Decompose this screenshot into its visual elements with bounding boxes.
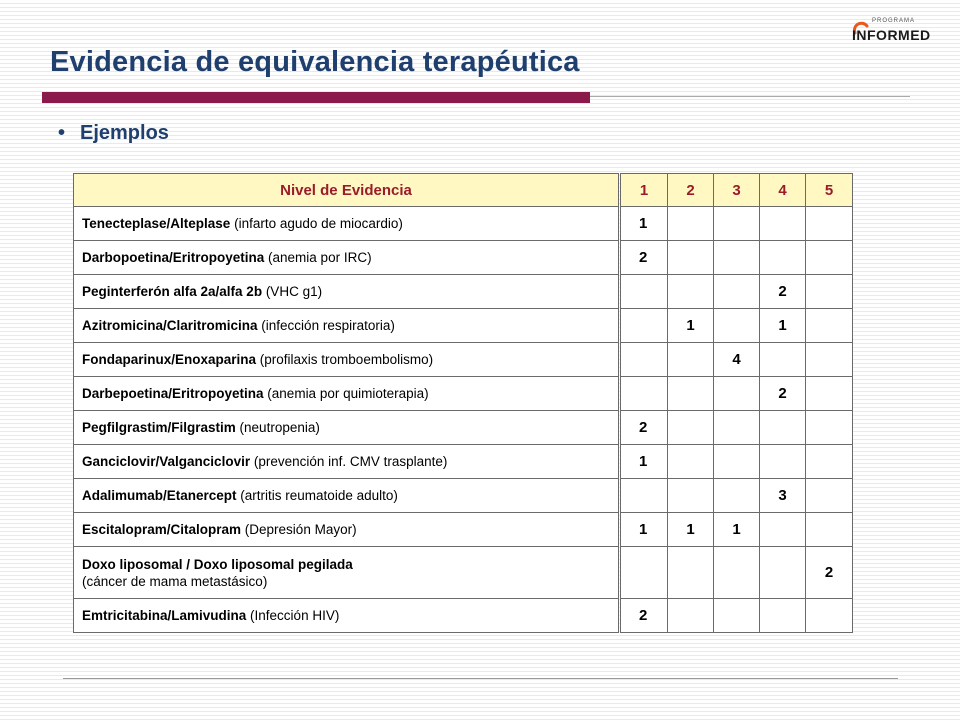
- footer-rule: [63, 678, 898, 679]
- level-count-cell: [806, 275, 853, 309]
- drug-pair-name: Tenecteplase/Alteplase: [82, 216, 231, 231]
- level-count-cell: 1: [621, 207, 668, 241]
- level-count-cell: [760, 207, 806, 241]
- drug-pair-name: Darbopoetina/Eritropoyetina: [82, 250, 265, 265]
- level-count-cell: [621, 309, 668, 343]
- level-count-cell: [714, 411, 760, 445]
- drug-pair-cell: [74, 377, 619, 411]
- table-row: [74, 599, 619, 633]
- evidence-level-header: Nivel de Evidencia: [74, 174, 619, 207]
- level-count-cell: [668, 445, 714, 479]
- drug-pair-name: Peginterferón alfa 2a/alfa 2b: [82, 284, 263, 299]
- level-count-cell: [668, 599, 714, 633]
- informed-logo: [852, 18, 932, 44]
- level-count-cell: [806, 411, 853, 445]
- level-header-2: 2: [668, 174, 714, 207]
- level-count-cell: [621, 377, 668, 411]
- table-row: [621, 207, 853, 241]
- level-count-cell: [714, 241, 760, 275]
- drug-pair-name: Ganciclovir/Valganciclovir: [82, 454, 251, 469]
- level-count-cell: [668, 343, 714, 377]
- level-count-cell: [714, 547, 760, 599]
- logo-name-text: INFORMED: [852, 27, 931, 43]
- drug-pair-name: Adalimumab/Etanercept: [82, 488, 237, 503]
- level-count-cell: [621, 547, 668, 599]
- table-row: [74, 309, 619, 343]
- slide-title: Evidencia de equivalencia terapéutica: [50, 46, 580, 78]
- logo-program-text: PROGRAMA: [872, 18, 916, 24]
- table-row: [621, 309, 853, 343]
- level-count-cell: [714, 445, 760, 479]
- table-row: [74, 241, 619, 275]
- drug-pair-condition: (Infección HIV): [246, 608, 340, 623]
- level-count-cell: [806, 207, 853, 241]
- level-count-cell: [714, 275, 760, 309]
- level-count-cell: [668, 275, 714, 309]
- table-row: [621, 377, 853, 411]
- drug-pair-name: Escitalopram/Citalopram: [82, 522, 242, 537]
- level-count-cell: 1: [621, 513, 668, 547]
- drug-pair-cell: [74, 479, 619, 513]
- drug-pair-condition: (cáncer de mama metastásico): [82, 573, 268, 589]
- table-row: [74, 411, 619, 445]
- level-count-cell: [621, 343, 668, 377]
- drug-pair-cell: [74, 411, 619, 445]
- level-count-cell: 1: [621, 445, 668, 479]
- table-row: [621, 479, 853, 513]
- drug-pair-cell: [74, 513, 619, 547]
- table-row: [621, 599, 853, 633]
- table-row: [74, 343, 619, 377]
- level-count-cell: 1: [760, 309, 806, 343]
- drug-pair-condition: (VHC g1): [262, 284, 323, 299]
- drug-pair-cell: [74, 445, 619, 479]
- drug-pair-condition: (prevención inf. CMV trasplante): [250, 454, 448, 469]
- level-count-cell: 2: [760, 377, 806, 411]
- drug-pair-name: Fondaparinux/Enoxaparina: [82, 352, 257, 367]
- level-count-cell: [760, 445, 806, 479]
- drug-pair-name: Darbepoetina/Eritropoyetina: [82, 386, 264, 401]
- level-count-cell: 2: [760, 275, 806, 309]
- level-count-cell: 2: [621, 241, 668, 275]
- level-count-cell: 2: [621, 411, 668, 445]
- table-row: [621, 445, 853, 479]
- level-count-cell: [714, 377, 760, 411]
- table-row: [621, 513, 853, 547]
- drug-pair-condition: (profilaxis tromboembolismo): [256, 352, 434, 367]
- level-count-cell: 3: [760, 479, 806, 513]
- title-accent-bar: [42, 92, 590, 103]
- drug-pair-cell: [74, 241, 619, 275]
- level-header-3: 3: [714, 174, 760, 207]
- level-count-cell: [668, 241, 714, 275]
- level-count-cell: [668, 377, 714, 411]
- drug-pair-condition: (neutropenia): [235, 420, 320, 435]
- title-rule: [590, 96, 910, 97]
- drug-pair-name: Doxo liposomal / Doxo liposomal pegilada: [82, 556, 353, 572]
- level-count-cell: [714, 309, 760, 343]
- level-count-cell: [760, 599, 806, 633]
- drug-pair-condition: (infección respiratoria): [257, 318, 395, 333]
- table-row: [621, 241, 853, 275]
- level-count-cell: [760, 411, 806, 445]
- drug-pair-name: Emtricitabina/Lamivudina: [82, 608, 247, 623]
- drug-pairs-table: [73, 173, 619, 633]
- table-row: [621, 275, 853, 309]
- level-count-cell: [760, 241, 806, 275]
- level-count-cell: [714, 479, 760, 513]
- level-count-cell: [621, 479, 668, 513]
- drug-pair-condition: (artritis reumatoide adulto): [236, 488, 398, 503]
- drug-pair-condition: (Depresión Mayor): [241, 522, 357, 537]
- drug-pair-condition: (anemia por quimioterapia): [263, 386, 429, 401]
- drug-pair-condition: (infarto agudo de miocardio): [230, 216, 403, 231]
- table-row: [621, 343, 853, 377]
- level-count-cell: [806, 599, 853, 633]
- drug-pair-cell: [74, 343, 619, 377]
- level-count-cell: [806, 241, 853, 275]
- table-row: [74, 207, 619, 241]
- drug-pair-cell: [74, 599, 619, 633]
- table-row: [74, 445, 619, 479]
- drug-pair-cell: [74, 309, 619, 343]
- level-count-cell: [668, 547, 714, 599]
- level-header-5: 5: [806, 174, 853, 207]
- table-row: [621, 411, 853, 445]
- level-count-cell: [668, 207, 714, 241]
- level-count-cell: 1: [668, 513, 714, 547]
- level-count-cell: [806, 479, 853, 513]
- level-count-cell: 2: [621, 599, 668, 633]
- level-count-cell: [806, 309, 853, 343]
- level-count-cell: [806, 377, 853, 411]
- drug-pair-name: Azitromicina/Claritromicina: [82, 318, 258, 333]
- table-row: [74, 479, 619, 513]
- level-count-cell: 1: [714, 513, 760, 547]
- drug-pair-cell: [74, 547, 619, 599]
- table-row: [74, 547, 619, 599]
- bullet-text: Ejemplos: [80, 122, 169, 144]
- table-row: [74, 377, 619, 411]
- level-count-cell: 1: [668, 309, 714, 343]
- level-header-1: 1: [621, 174, 668, 207]
- level-count-cell: 4: [714, 343, 760, 377]
- level-count-cell: [806, 343, 853, 377]
- table-row: [74, 513, 619, 547]
- level-count-cell: [714, 599, 760, 633]
- level-count-cell: [621, 275, 668, 309]
- level-count-cell: [760, 547, 806, 599]
- level-count-cell: [806, 513, 853, 547]
- level-count-cell: [668, 479, 714, 513]
- level-count-cell: [760, 513, 806, 547]
- drug-pair-condition: (anemia por IRC): [264, 250, 372, 265]
- level-count-cell: [714, 207, 760, 241]
- level-count-cell: 2: [806, 547, 853, 599]
- bullet-marker: •: [58, 122, 66, 144]
- level-count-cell: [760, 343, 806, 377]
- level-count-cell: [806, 445, 853, 479]
- level-header-4: 4: [760, 174, 806, 207]
- table-row: [621, 547, 853, 599]
- bullet-item: [58, 122, 169, 145]
- evidence-levels-table: [620, 173, 853, 633]
- level-count-cell: [668, 411, 714, 445]
- drug-pair-name: Pegfilgrastim/Filgrastim: [82, 420, 236, 435]
- drug-pair-cell: [74, 207, 619, 241]
- drug-pair-cell: [74, 275, 619, 309]
- table-row: [74, 275, 619, 309]
